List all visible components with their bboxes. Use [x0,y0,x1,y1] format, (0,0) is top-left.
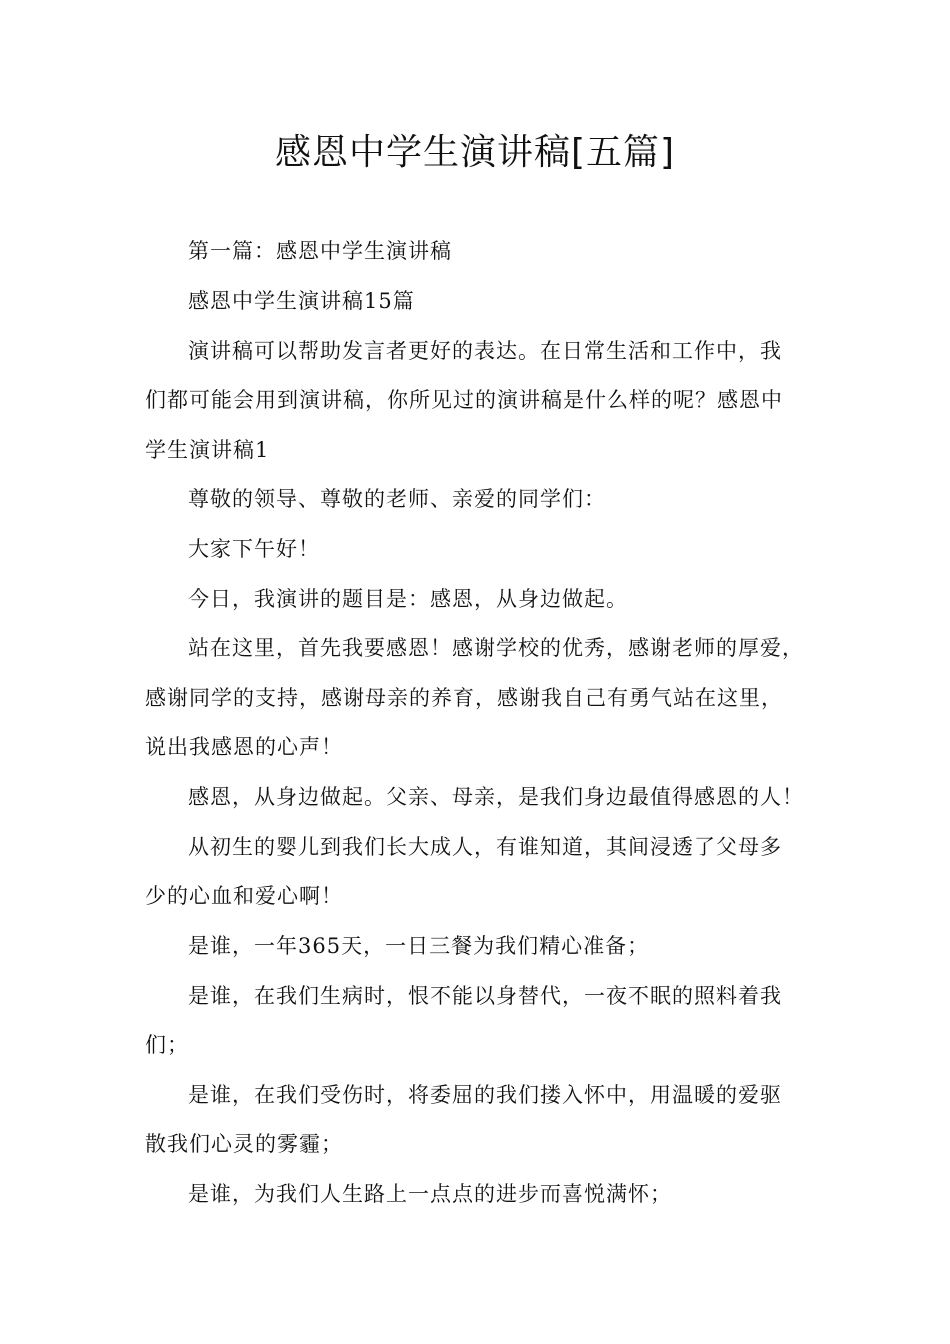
text-line-19: 散我们心灵的雾霾； [145,1132,343,1156]
text-line-20: 是谁，为我们人生路上一点点的进步而喜悦满怀； [188,1182,672,1206]
text-line-16: 是谁，在我们生病时，恨不能以身替代，一夜不眠的照料着我 [188,984,782,1008]
text-line-10: 感谢同学的支持，感谢母亲的养育，感谢我自己有勇气站在这里， [145,686,783,710]
text-line-15: 是谁，一年365天，一日三餐为我们精心准备； [188,934,650,958]
text-line-4: 们都可能会用到演讲稿，你所见过的演讲稿是什么样的呢？感恩中 [145,388,783,412]
text-line-12: 感恩，从身边做起。父亲、母亲，是我们身边最值得感恩的人！ [188,785,804,809]
text-line-5: 学生演讲稿1 [145,438,270,462]
text-line-18: 是谁，在我们受伤时，将委屈的我们搂入怀中，用温暖的爱驱 [188,1083,782,1107]
document-title: 感恩中学生演讲稿[五篇] [274,132,676,173]
text-line-9: 站在这里，首先我要感恩！感谢学校的优秀，感谢老师的厚爱， [188,636,804,660]
text-line-7: 大家下午好！ [188,537,320,561]
text-line-6: 尊敬的领导、尊敬的老师、亲爱的同学们： [188,487,606,511]
text-line-3: 演讲稿可以帮助发言者更好的表达。在日常生活和工作中，我 [188,339,782,363]
text-line-11: 说出我感恩的心声！ [145,735,343,759]
text-line-1: 第一篇：感恩中学生演讲稿 [188,239,452,263]
text-line-17: 们； [145,1033,189,1057]
text-line-2: 感恩中学生演讲稿15篇 [188,289,415,313]
text-line-8: 今日，我演讲的题目是：感恩，从身边做起。 [188,587,628,611]
text-line-13: 从初生的婴儿到我们长大成人，有谁知道，其间浸透了父母多 [188,835,782,859]
text-line-14: 少的心血和爱心啊！ [145,884,343,908]
